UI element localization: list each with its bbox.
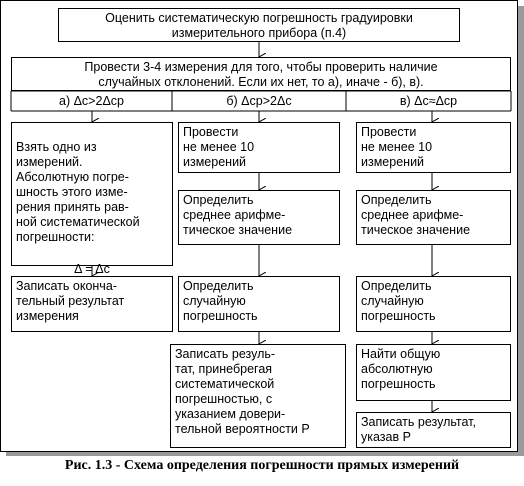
column-c-box-1: Провести не менее 10 измерений bbox=[356, 122, 511, 173]
column-b-box-4: Записать резуль- тат, принебрегая систематической погрешностью, с указанием довери- тельной вероятности Р bbox=[170, 344, 346, 448]
branch-label-c: в) Δc≈Δcp bbox=[399, 94, 458, 108]
branch-label-a: а) Δc>2Δcp bbox=[59, 94, 124, 108]
column-c-box-2: Определить среднее арифме- тическое значение bbox=[356, 190, 511, 245]
second-box: Провести 3-4 измерения для того, чтобы проверить наличие случайных отклонений. Если их нет, то а), иначе - б), в). bbox=[11, 57, 511, 91]
column-a-box-2: Записать оконча- тельный результат измерения bbox=[11, 276, 173, 332]
column-a-box-1 bbox=[11, 122, 173, 276]
top-box: Оценить систематическую погрешность градуировки измерительного прибора (п.4) bbox=[58, 8, 460, 42]
column-b-box-3: Определить случайную погрешность bbox=[178, 276, 340, 332]
column-c-box-5: Записать результат, указав Р bbox=[356, 412, 511, 448]
figure-caption: Рис. 1.3 - Схема определения погрешности прямых измерений bbox=[64, 458, 460, 473]
column-c-box-3: Определить случайную погрешность bbox=[356, 276, 511, 332]
branch-label-b: б) Δcp>2Δc bbox=[226, 94, 292, 108]
column-b-box-2: Определить среднее арифме- тическое значение bbox=[178, 190, 340, 245]
column-a-box-1-text: Взять одно из измерений. Абсолютную погре- шность этого изме- рения принять рав- ной систематической погрешности: bbox=[16, 140, 140, 244]
column-c-box-4: Найти общую абсолютную погрешность bbox=[356, 344, 511, 401]
column-b-box-1: Провести не менее 10 измерений bbox=[178, 122, 340, 173]
column-a-formula: Δ = Δc bbox=[74, 262, 110, 276]
